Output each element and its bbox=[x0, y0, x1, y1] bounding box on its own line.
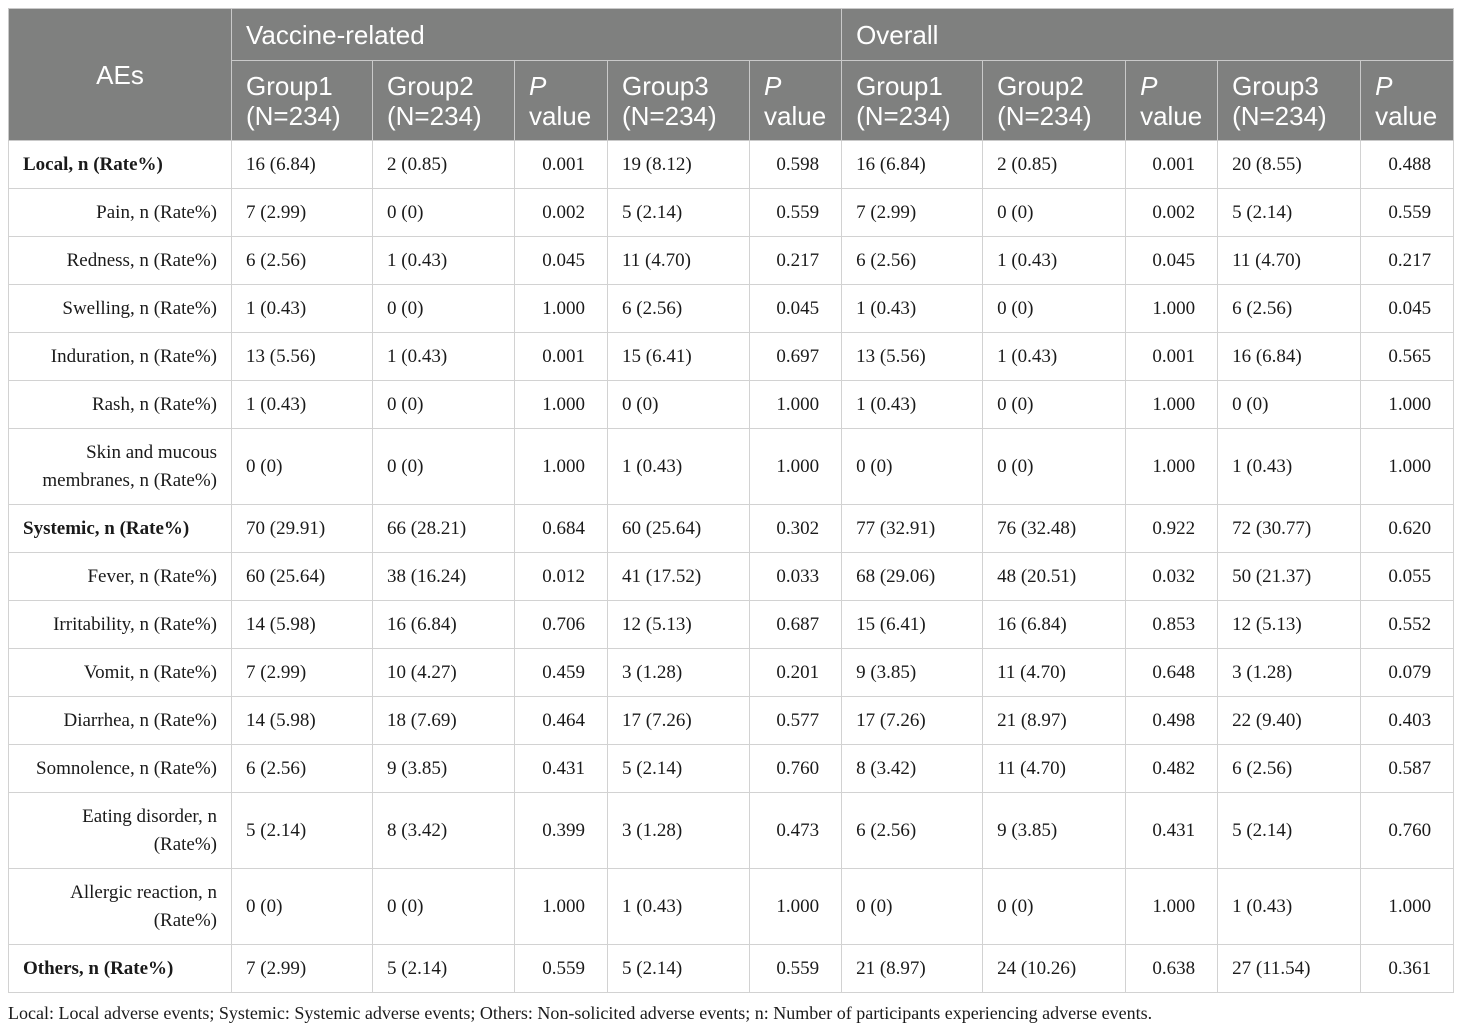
p-value-cell: 0.217 bbox=[1361, 237, 1454, 285]
count-cell: 17 (7.26) bbox=[608, 697, 750, 745]
p-value-cell: 1.000 bbox=[1361, 429, 1454, 505]
p-value-header bbox=[515, 61, 608, 141]
group1-n: (N=234) bbox=[856, 100, 951, 131]
count-cell: 8 (3.42) bbox=[373, 793, 515, 869]
p-value-cell: 1.000 bbox=[750, 869, 842, 945]
p-value-cell: 0.853 bbox=[1126, 601, 1218, 649]
p-value-cell: 1.000 bbox=[1126, 869, 1218, 945]
table-row bbox=[9, 601, 1454, 649]
table-row bbox=[9, 793, 1454, 869]
table-row bbox=[9, 945, 1454, 993]
count-cell: 9 (3.85) bbox=[373, 745, 515, 793]
p-value-cell: 0.760 bbox=[1361, 793, 1454, 869]
p-value-cell: 0.001 bbox=[1126, 141, 1218, 189]
p-letter: P bbox=[529, 70, 547, 101]
group2-n: (N=234) bbox=[387, 100, 482, 131]
count-cell: 6 (2.56) bbox=[842, 793, 983, 869]
overall-header: Overall bbox=[842, 9, 1454, 61]
p-value-cell: 0.687 bbox=[750, 601, 842, 649]
p-value-cell: 1.000 bbox=[515, 285, 608, 333]
count-cell: 6 (2.56) bbox=[1218, 285, 1361, 333]
count-cell: 0 (0) bbox=[983, 285, 1126, 333]
count-cell: 0 (0) bbox=[608, 381, 750, 429]
group2-header bbox=[373, 61, 515, 141]
p-value-cell: 0.638 bbox=[1126, 945, 1218, 993]
p-value-cell: 0.361 bbox=[1361, 945, 1454, 993]
count-cell: 11 (4.70) bbox=[608, 237, 750, 285]
count-cell: 0 (0) bbox=[373, 189, 515, 237]
count-cell: 21 (8.97) bbox=[983, 697, 1126, 745]
count-cell: 1 (0.43) bbox=[608, 869, 750, 945]
row-label: Diarrhea, n (Rate%) bbox=[9, 697, 232, 745]
count-cell: 16 (6.84) bbox=[1218, 333, 1361, 381]
count-cell: 3 (1.28) bbox=[608, 793, 750, 869]
p-value-cell: 0.079 bbox=[1361, 649, 1454, 697]
p-value-cell: 0.045 bbox=[515, 237, 608, 285]
p-value-cell: 0.001 bbox=[515, 141, 608, 189]
p-value-cell: 1.000 bbox=[1126, 429, 1218, 505]
count-cell: 20 (8.55) bbox=[1218, 141, 1361, 189]
p-value-cell: 1.000 bbox=[515, 429, 608, 505]
p-value-cell: 0.399 bbox=[515, 793, 608, 869]
row-label: Others, n (Rate%) bbox=[9, 945, 232, 993]
group3-header bbox=[1218, 61, 1361, 141]
group3-n: (N=234) bbox=[1232, 100, 1327, 131]
p-value-cell: 0.706 bbox=[515, 601, 608, 649]
count-cell: 0 (0) bbox=[232, 429, 373, 505]
row-label: Local, n (Rate%) bbox=[9, 141, 232, 189]
count-cell: 16 (6.84) bbox=[373, 601, 515, 649]
count-cell: 18 (7.69) bbox=[373, 697, 515, 745]
count-cell: 3 (1.28) bbox=[1218, 649, 1361, 697]
count-cell: 5 (2.14) bbox=[373, 945, 515, 993]
count-cell: 11 (4.70) bbox=[983, 745, 1126, 793]
count-cell: 48 (20.51) bbox=[983, 553, 1126, 601]
count-cell: 0 (0) bbox=[983, 381, 1126, 429]
adverse-events-table-container bbox=[8, 8, 1453, 993]
p-value-cell: 0.045 bbox=[750, 285, 842, 333]
p-value-cell: 0.760 bbox=[750, 745, 842, 793]
count-cell: 2 (0.85) bbox=[983, 141, 1126, 189]
count-cell: 0 (0) bbox=[842, 869, 983, 945]
count-cell: 1 (0.43) bbox=[983, 333, 1126, 381]
group2-header bbox=[983, 61, 1126, 141]
count-cell: 12 (5.13) bbox=[608, 601, 750, 649]
table-row bbox=[9, 505, 1454, 553]
count-cell: 1 (0.43) bbox=[983, 237, 1126, 285]
table-footnote: Local: Local adverse events; Systemic: Systemic adverse events; Others: Non-solicited adverse events; n: Number of participants experiencing adverse events. bbox=[8, 1003, 1153, 1023]
p-value-word: value bbox=[764, 100, 827, 131]
p-value-cell: 0.620 bbox=[1361, 505, 1454, 553]
count-cell: 0 (0) bbox=[373, 429, 515, 505]
count-cell: 0 (0) bbox=[1218, 381, 1361, 429]
row-label: Somnolence, n (Rate%) bbox=[9, 745, 232, 793]
vaccine-related-header: Vaccine-related bbox=[232, 9, 842, 61]
count-cell: 72 (30.77) bbox=[1218, 505, 1361, 553]
table-row bbox=[9, 697, 1454, 745]
group3-header bbox=[608, 61, 750, 141]
count-cell: 6 (2.56) bbox=[842, 237, 983, 285]
count-cell: 3 (1.28) bbox=[608, 649, 750, 697]
count-cell: 0 (0) bbox=[983, 189, 1126, 237]
count-cell: 7 (2.99) bbox=[232, 945, 373, 993]
p-value-cell: 0.403 bbox=[1361, 697, 1454, 745]
p-value-cell: 0.587 bbox=[1361, 745, 1454, 793]
p-value-cell: 0.431 bbox=[1126, 793, 1218, 869]
count-cell: 1 (0.43) bbox=[232, 285, 373, 333]
p-letter: P bbox=[1375, 70, 1393, 101]
count-cell: 13 (5.56) bbox=[842, 333, 983, 381]
row-label: Swelling, n (Rate%) bbox=[9, 285, 232, 333]
count-cell: 11 (4.70) bbox=[983, 649, 1126, 697]
count-cell: 77 (32.91) bbox=[842, 505, 983, 553]
p-value-word: value bbox=[529, 100, 592, 131]
row-label: Systemic, n (Rate%) bbox=[9, 505, 232, 553]
p-value-header bbox=[750, 61, 842, 141]
table-header bbox=[9, 9, 1454, 141]
count-cell: 9 (3.85) bbox=[983, 793, 1126, 869]
aes-header: AEs bbox=[9, 9, 232, 141]
count-cell: 5 (2.14) bbox=[232, 793, 373, 869]
count-cell: 1 (0.43) bbox=[1218, 869, 1361, 945]
count-cell: 22 (9.40) bbox=[1218, 697, 1361, 745]
count-cell: 5 (2.14) bbox=[1218, 793, 1361, 869]
group3-name: Group3 bbox=[622, 70, 709, 101]
p-value-cell: 0.559 bbox=[750, 189, 842, 237]
count-cell: 1 (0.43) bbox=[232, 381, 373, 429]
count-cell: 38 (16.24) bbox=[373, 553, 515, 601]
count-cell: 1 (0.43) bbox=[373, 237, 515, 285]
p-letter: P bbox=[764, 70, 782, 101]
p-value-cell: 1.000 bbox=[750, 429, 842, 505]
count-cell: 76 (32.48) bbox=[983, 505, 1126, 553]
table-row bbox=[9, 869, 1454, 945]
group3-n: (N=234) bbox=[622, 100, 717, 131]
count-cell: 0 (0) bbox=[373, 285, 515, 333]
count-cell: 13 (5.56) bbox=[232, 333, 373, 381]
p-value-cell: 0.498 bbox=[1126, 697, 1218, 745]
row-label: Eating disorder, n (Rate%) bbox=[9, 793, 232, 869]
p-value-cell: 0.045 bbox=[1126, 237, 1218, 285]
count-cell: 12 (5.13) bbox=[1218, 601, 1361, 649]
p-value-cell: 0.648 bbox=[1126, 649, 1218, 697]
table-row bbox=[9, 429, 1454, 505]
p-value-cell: 1.000 bbox=[515, 381, 608, 429]
p-value-cell: 0.922 bbox=[1126, 505, 1218, 553]
count-cell: 1 (0.43) bbox=[1218, 429, 1361, 505]
group1-name: Group1 bbox=[246, 70, 333, 101]
count-cell: 10 (4.27) bbox=[373, 649, 515, 697]
p-value-cell: 0.012 bbox=[515, 553, 608, 601]
p-letter: P bbox=[1140, 70, 1158, 101]
count-cell: 24 (10.26) bbox=[983, 945, 1126, 993]
count-cell: 14 (5.98) bbox=[232, 601, 373, 649]
row-label: Redness, n (Rate%) bbox=[9, 237, 232, 285]
table-row bbox=[9, 189, 1454, 237]
table-row bbox=[9, 649, 1454, 697]
count-cell: 7 (2.99) bbox=[232, 649, 373, 697]
p-value-cell: 0.201 bbox=[750, 649, 842, 697]
p-value-cell: 0.002 bbox=[1126, 189, 1218, 237]
count-cell: 0 (0) bbox=[842, 429, 983, 505]
count-cell: 17 (7.26) bbox=[842, 697, 983, 745]
p-value-cell: 0.459 bbox=[515, 649, 608, 697]
p-value-word: value bbox=[1375, 100, 1438, 131]
p-value-cell: 0.001 bbox=[515, 333, 608, 381]
count-cell: 50 (21.37) bbox=[1218, 553, 1361, 601]
p-value-cell: 0.559 bbox=[750, 945, 842, 993]
row-label: Vomit, n (Rate%) bbox=[9, 649, 232, 697]
count-cell: 60 (25.64) bbox=[608, 505, 750, 553]
count-cell: 41 (17.52) bbox=[608, 553, 750, 601]
count-cell: 6 (2.56) bbox=[1218, 745, 1361, 793]
count-cell: 27 (11.54) bbox=[1218, 945, 1361, 993]
table-row bbox=[9, 381, 1454, 429]
table-row bbox=[9, 553, 1454, 601]
row-label: Irritability, n (Rate%) bbox=[9, 601, 232, 649]
count-cell: 1 (0.43) bbox=[373, 333, 515, 381]
row-label: Pain, n (Rate%) bbox=[9, 189, 232, 237]
group3-name: Group3 bbox=[1232, 70, 1319, 101]
p-value-cell: 1.000 bbox=[515, 869, 608, 945]
row-label: Fever, n (Rate%) bbox=[9, 553, 232, 601]
p-value-cell: 0.032 bbox=[1126, 553, 1218, 601]
count-cell: 68 (29.06) bbox=[842, 553, 983, 601]
count-cell: 1 (0.43) bbox=[842, 381, 983, 429]
table-row bbox=[9, 333, 1454, 381]
p-value-cell: 0.559 bbox=[515, 945, 608, 993]
count-cell: 16 (6.84) bbox=[983, 601, 1126, 649]
count-cell: 0 (0) bbox=[232, 869, 373, 945]
count-cell: 70 (29.91) bbox=[232, 505, 373, 553]
p-value-header bbox=[1361, 61, 1454, 141]
p-value-cell: 0.001 bbox=[1126, 333, 1218, 381]
table-row bbox=[9, 237, 1454, 285]
row-label: Rash, n (Rate%) bbox=[9, 381, 232, 429]
p-value-cell: 0.217 bbox=[750, 237, 842, 285]
p-value-cell: 1.000 bbox=[1361, 869, 1454, 945]
count-cell: 6 (2.56) bbox=[232, 237, 373, 285]
p-value-cell: 0.697 bbox=[750, 333, 842, 381]
adverse-events-table bbox=[8, 8, 1454, 993]
p-value-cell: 0.482 bbox=[1126, 745, 1218, 793]
count-cell: 0 (0) bbox=[983, 869, 1126, 945]
group1-header bbox=[842, 61, 983, 141]
table-row bbox=[9, 745, 1454, 793]
count-cell: 2 (0.85) bbox=[373, 141, 515, 189]
count-cell: 15 (6.41) bbox=[842, 601, 983, 649]
p-value-cell: 0.464 bbox=[515, 697, 608, 745]
group1-header bbox=[232, 61, 373, 141]
p-value-cell: 0.488 bbox=[1361, 141, 1454, 189]
count-cell: 5 (2.14) bbox=[608, 189, 750, 237]
p-value-cell: 1.000 bbox=[1361, 381, 1454, 429]
row-label: Allergic reaction, n (Rate%) bbox=[9, 869, 232, 945]
count-cell: 9 (3.85) bbox=[842, 649, 983, 697]
row-label: Skin and mucous membranes, n (Rate%) bbox=[9, 429, 232, 505]
group2-name: Group2 bbox=[997, 70, 1084, 101]
count-cell: 16 (6.84) bbox=[232, 141, 373, 189]
count-cell: 7 (2.99) bbox=[232, 189, 373, 237]
count-cell: 5 (2.14) bbox=[608, 745, 750, 793]
count-cell: 7 (2.99) bbox=[842, 189, 983, 237]
count-cell: 0 (0) bbox=[983, 429, 1126, 505]
p-value-cell: 0.431 bbox=[515, 745, 608, 793]
count-cell: 15 (6.41) bbox=[608, 333, 750, 381]
p-value-cell: 0.302 bbox=[750, 505, 842, 553]
p-value-cell: 1.000 bbox=[1126, 381, 1218, 429]
p-value-header bbox=[1126, 61, 1218, 141]
row-label: Induration, n (Rate%) bbox=[9, 333, 232, 381]
count-cell: 14 (5.98) bbox=[232, 697, 373, 745]
p-value-cell: 0.473 bbox=[750, 793, 842, 869]
p-value-cell: 0.552 bbox=[1361, 601, 1454, 649]
count-cell: 19 (8.12) bbox=[608, 141, 750, 189]
count-cell: 1 (0.43) bbox=[842, 285, 983, 333]
p-value-cell: 0.045 bbox=[1361, 285, 1454, 333]
p-value-cell: 0.684 bbox=[515, 505, 608, 553]
p-value-cell: 0.559 bbox=[1361, 189, 1454, 237]
p-value-word: value bbox=[1140, 100, 1203, 131]
count-cell: 0 (0) bbox=[373, 381, 515, 429]
p-value-cell: 0.565 bbox=[1361, 333, 1454, 381]
count-cell: 16 (6.84) bbox=[842, 141, 983, 189]
count-cell: 21 (8.97) bbox=[842, 945, 983, 993]
count-cell: 66 (28.21) bbox=[373, 505, 515, 553]
count-cell: 1 (0.43) bbox=[608, 429, 750, 505]
p-value-cell: 0.033 bbox=[750, 553, 842, 601]
table-body bbox=[9, 141, 1454, 993]
count-cell: 0 (0) bbox=[373, 869, 515, 945]
group2-n: (N=234) bbox=[997, 100, 1092, 131]
count-cell: 11 (4.70) bbox=[1218, 237, 1361, 285]
table-row bbox=[9, 141, 1454, 189]
count-cell: 60 (25.64) bbox=[232, 553, 373, 601]
group2-name: Group2 bbox=[387, 70, 474, 101]
p-value-cell: 0.598 bbox=[750, 141, 842, 189]
count-cell: 5 (2.14) bbox=[1218, 189, 1361, 237]
p-value-cell: 0.055 bbox=[1361, 553, 1454, 601]
group1-n: (N=234) bbox=[246, 100, 341, 131]
p-value-cell: 0.577 bbox=[750, 697, 842, 745]
count-cell: 8 (3.42) bbox=[842, 745, 983, 793]
p-value-cell: 1.000 bbox=[750, 381, 842, 429]
group1-name: Group1 bbox=[856, 70, 943, 101]
count-cell: 6 (2.56) bbox=[608, 285, 750, 333]
table-row bbox=[9, 285, 1454, 333]
p-value-cell: 1.000 bbox=[1126, 285, 1218, 333]
count-cell: 5 (2.14) bbox=[608, 945, 750, 993]
p-value-cell: 0.002 bbox=[515, 189, 608, 237]
count-cell: 6 (2.56) bbox=[232, 745, 373, 793]
